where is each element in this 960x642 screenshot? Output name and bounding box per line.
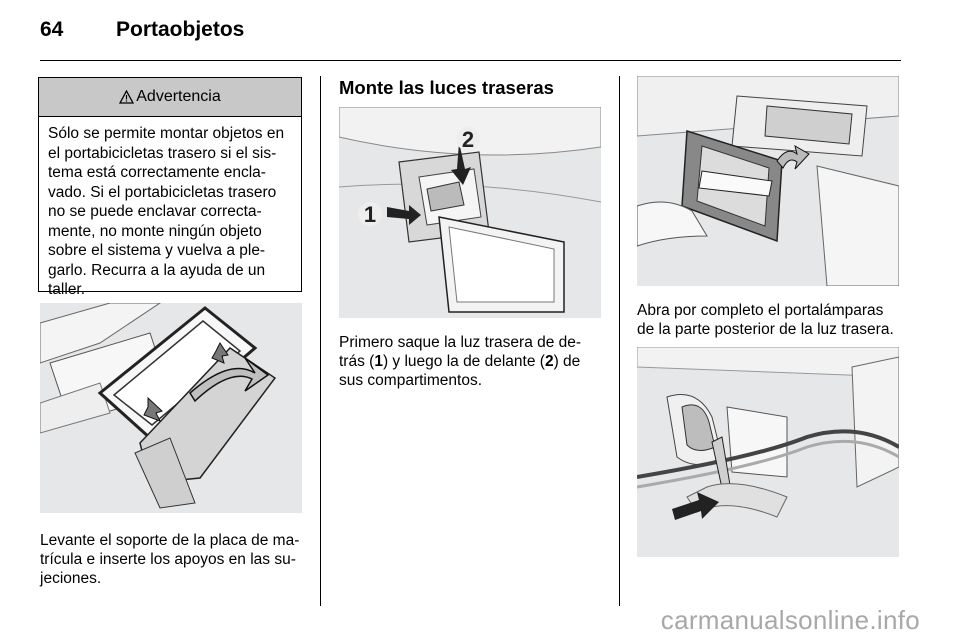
- warning-line: el portabicicletas trasero si el sis-: [48, 144, 277, 162]
- caption-line: de la parte posterior de la luz trasera.: [637, 321, 894, 338]
- caption-line: Primero saque la luz trasera de de-: [339, 334, 582, 351]
- license-plate-holder-illustration: [40, 303, 302, 513]
- warning-line: taller.: [48, 281, 86, 298]
- caption-text: ) y luego la de delante (: [382, 353, 545, 370]
- column-divider-left: [320, 76, 321, 606]
- callout-ref-2: 2: [544, 353, 554, 370]
- warning-line: tema está correctamente encla-: [48, 164, 266, 181]
- warning-line: garlo. Recurra a la ayuda de un: [48, 261, 266, 279]
- callout-1-label: 1: [363, 202, 377, 227]
- warning-box: [38, 77, 302, 298]
- warning-line: Sólo se permite montar objetos en: [48, 125, 285, 142]
- caption-text: ) de: [553, 353, 581, 370]
- caption-text: trás (: [339, 353, 375, 370]
- figure-caption-right: [637, 301, 894, 339]
- tail-light-removal-illustration: [339, 107, 601, 318]
- lamp-holder-open-illustration: [637, 76, 899, 286]
- warning-line: vado. Si el portabicicletas trasero: [48, 183, 277, 201]
- callout-ref-1: 1: [374, 353, 383, 370]
- warning-line: no se puede enclavar correcta-: [48, 203, 262, 220]
- caption-line: Abra por completo el portalámparas: [637, 302, 884, 319]
- caption-line: [339, 352, 581, 371]
- caption-line: Levante el soporte de la placa de ma-: [40, 532, 300, 549]
- caption-line: trícula e inserte los apoyos en las su-: [40, 551, 296, 568]
- warning-triangle-icon: [119, 90, 134, 104]
- figure-caption-left: [40, 531, 299, 588]
- figure-caption-middle: [339, 333, 581, 390]
- caption-line: jeciones.: [40, 570, 102, 587]
- warning-title: Advertencia: [136, 88, 221, 105]
- page-number: 64: [40, 18, 64, 41]
- watermark: carmanualsonline.info: [660, 605, 920, 635]
- page-title: Portaobjetos: [116, 18, 245, 41]
- section-heading: Monte las luces traseras: [339, 77, 554, 98]
- warning-text: [39, 117, 301, 300]
- warning-line: mente, no monte ningún objeto: [48, 222, 262, 240]
- callout-2-label: 2: [461, 127, 475, 152]
- caption-line: sus compartimentos.: [339, 372, 482, 389]
- warning-header: [39, 78, 301, 117]
- column-divider-right: [619, 76, 620, 606]
- lamp-holder-cable-illustration: [637, 347, 899, 557]
- header-rule: [40, 60, 901, 61]
- warning-line: sobre el sistema y vuelva a ple-: [48, 242, 266, 259]
